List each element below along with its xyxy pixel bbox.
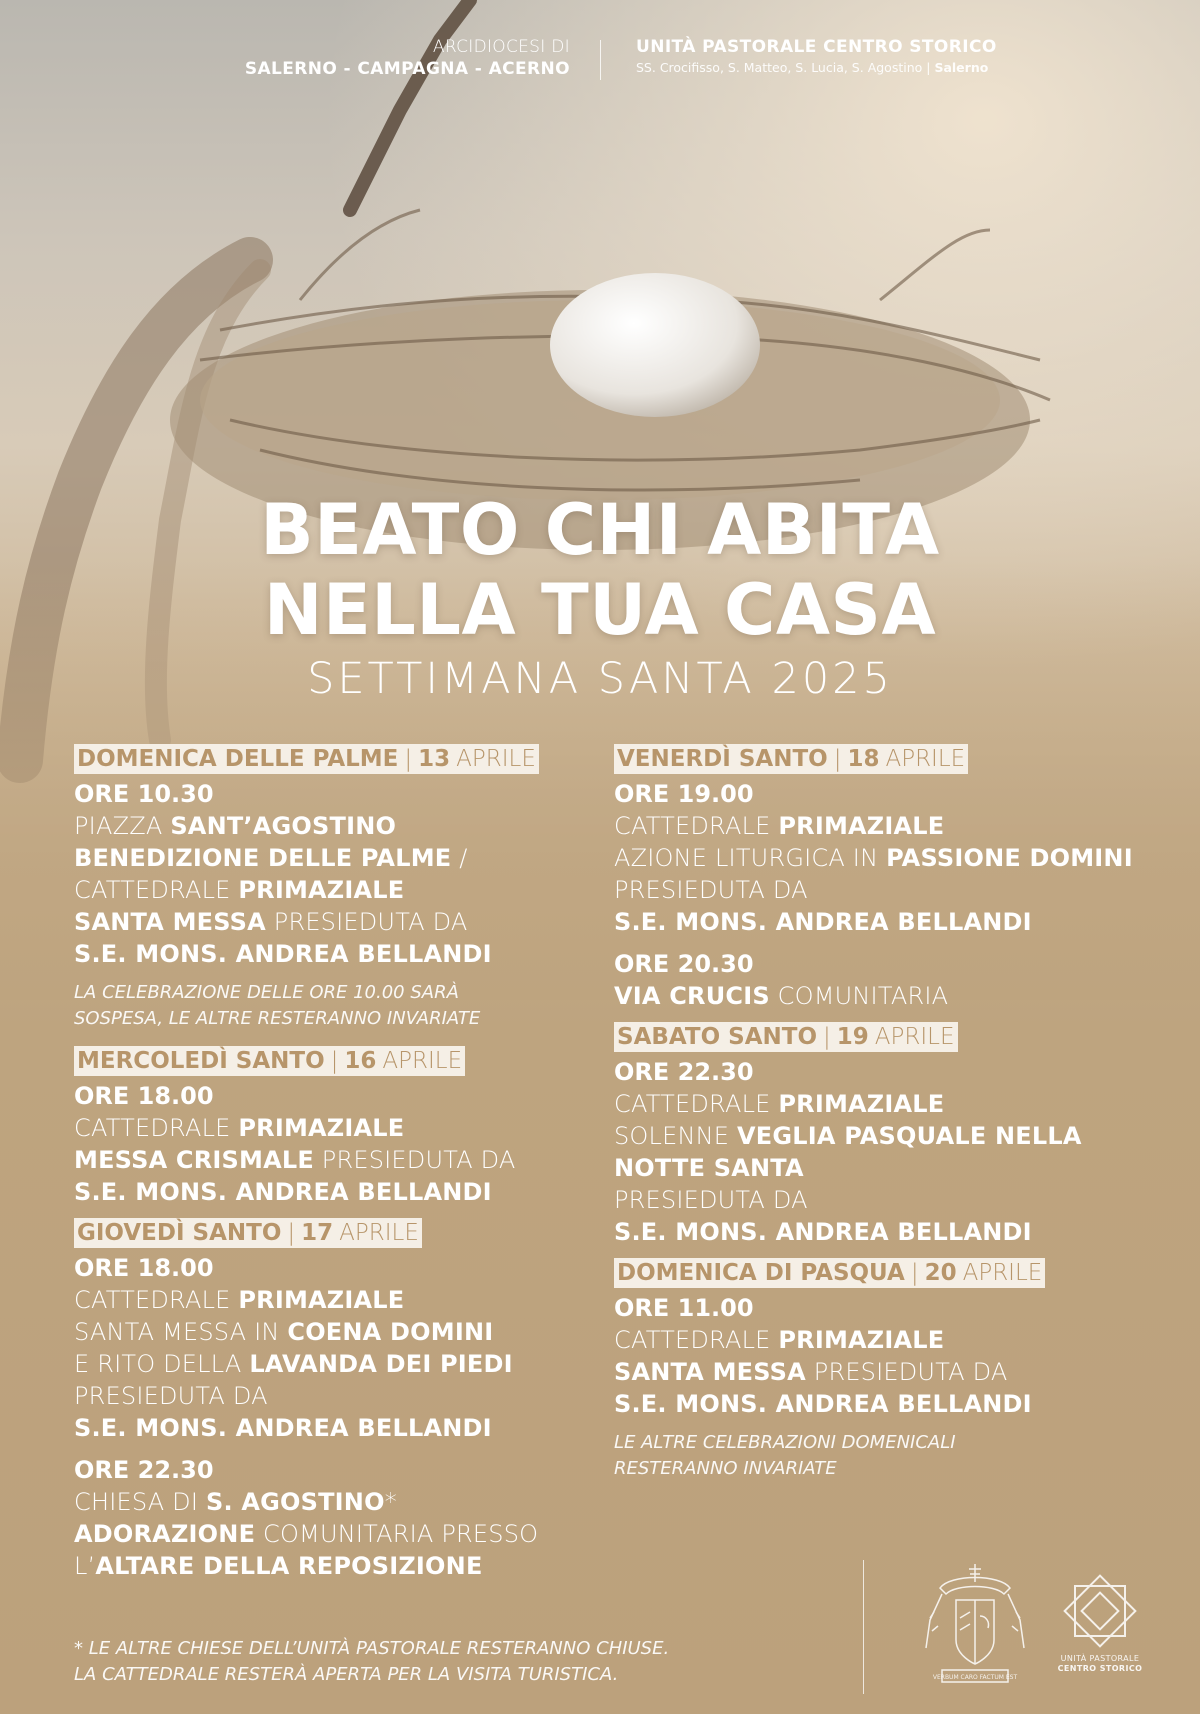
footnote: [74, 1636, 774, 1688]
event-text-bold: VIA CRUCIS: [614, 982, 770, 1010]
event-line: [74, 842, 594, 874]
note-line: SOSPESA, LE ALTRE RESTERANNO INVARIATE: [74, 1008, 481, 1029]
day-palm-sunday: [74, 744, 594, 1032]
event-presider: S.E. MONS. ANDREA BELLANDI: [614, 908, 1032, 936]
event-text-bold: COENA DOMINI: [287, 1318, 494, 1346]
event-line: [614, 1356, 1174, 1388]
event-text: PRESIEDUTA DA: [805, 1358, 1008, 1386]
event-time: ORE 19.00: [614, 780, 754, 808]
event-text-bold: ALTARE DELLA REPOSIZIONE: [95, 1552, 483, 1580]
day-name: DOMENICA DI PASQUA: [617, 1260, 905, 1286]
logo-text-line-bold: [1050, 1664, 1150, 1674]
event-presider: S.E. MONS. ANDREA BELLANDI: [74, 1178, 492, 1206]
event-line: [74, 1518, 594, 1550]
event-text-bold: MESSA CRISMALE: [74, 1146, 314, 1174]
event: [614, 1056, 1174, 1248]
day-number: 16: [344, 1048, 377, 1074]
logo-text-bold: CENTRO STORICO: [1057, 1664, 1143, 1673]
event-text: SOLENNE: [614, 1122, 737, 1150]
schedule-left-column: [74, 744, 594, 1592]
event-line: [614, 1088, 1174, 1120]
event-line: [74, 906, 594, 938]
event-text: AZIONE LITURGICA IN: [614, 844, 887, 872]
event-text: CHIESA DI: [74, 1488, 206, 1516]
crest-motto: VERBUM CARO FACTUM EST: [932, 1674, 1018, 1681]
day-number: 20: [924, 1260, 957, 1286]
event-text: PRESIEDUTA DA: [313, 1146, 516, 1174]
event-text-bold: SANTA MESSA: [74, 908, 266, 936]
event-time: ORE 22.30: [74, 1456, 214, 1484]
day-name: GIOVEDÌ SANTO: [77, 1220, 282, 1246]
event-text: COMUNITARIA PRESSO: [255, 1520, 539, 1548]
archdiocese-label: ARCIDIOCESI DI: [432, 37, 570, 57]
note-line: LA CELEBRAZIONE DELLE ORE 10.00 SARÀ: [74, 982, 459, 1003]
event-line: [614, 980, 1174, 1012]
event-text: CATTEDRALE: [74, 1286, 239, 1314]
event-text: CATTEDRALE: [614, 1326, 779, 1354]
city-name: Salerno: [934, 60, 989, 75]
event-text: CATTEDRALE: [614, 812, 779, 840]
event-text-bold: PASSIONE DOMINI: [886, 844, 1133, 872]
event-presider: S.E. MONS. ANDREA BELLANDI: [614, 1390, 1032, 1418]
star-emblem-icon: [1057, 1568, 1143, 1654]
event-time: ORE 18.00: [74, 1254, 214, 1282]
event-line: [74, 1176, 594, 1208]
event-time: ORE 20.30: [614, 950, 754, 978]
day-month: APRILE: [885, 746, 966, 772]
footnote-line: * LE ALTRE CHIESE DELL’UNITÀ PASTORALE RESTERANNO CHIUSE.: [74, 1638, 670, 1659]
event-text-bold: VEGLIA PASQUALE NELLA: [736, 1122, 1082, 1150]
header-divider: [600, 40, 601, 80]
event-line: [614, 842, 1174, 874]
event-text-bold: NOTTE SANTA: [614, 1154, 804, 1182]
day-holy-wednesday: [74, 1046, 594, 1208]
day-month: APRILE: [962, 1260, 1043, 1286]
day-holy-thursday: [74, 1218, 594, 1582]
event-text: E RITO DELLA: [74, 1350, 250, 1378]
header: [0, 36, 1200, 86]
event: [614, 948, 1174, 1012]
event: [74, 1252, 594, 1444]
event-line: [614, 1216, 1174, 1248]
day-label: GIOVEDÌ SANTO | 17 APRILE: [74, 1218, 422, 1248]
day-number: 19: [836, 1024, 869, 1050]
day-month: APRILE: [456, 746, 536, 772]
event-text-bold: PRIMAZIALE: [778, 1326, 945, 1354]
footer-divider: [863, 1560, 864, 1694]
event-time: ORE 10.30: [74, 780, 214, 808]
archdiocese-block: [245, 36, 570, 80]
event-text: PIAZZA: [74, 812, 171, 840]
logo-text-line: UNITÀ PASTORALE: [1060, 1654, 1140, 1663]
event-line: [74, 938, 594, 970]
day-name: SABATO SANTO: [617, 1024, 818, 1050]
event-text-bold: SANT’AGOSTINO: [170, 812, 397, 840]
day-label: DOMENICA DELLE PALME | 13 APRILE: [74, 744, 539, 774]
event-line: [74, 1486, 594, 1518]
event: [614, 1292, 1174, 1420]
event-text-bold: LAVANDA DEI PIEDI: [249, 1350, 513, 1378]
event-line: PRESIEDUTA DA: [614, 1186, 808, 1214]
footnote-line: LA CATTEDRALE RESTERÀ APERTA PER LA VISITA TURISTICA.: [74, 1664, 619, 1685]
day-label: VENERDÌ SANTO | 18 APRILE: [614, 744, 968, 774]
event-line: [74, 1144, 594, 1176]
event-text-bold: PRIMAZIALE: [238, 1286, 405, 1314]
coat-of-arms-logo: [920, 1560, 1030, 1690]
event-text-bold: PRIMAZIALE: [778, 1090, 945, 1118]
day-good-friday: [614, 744, 1174, 1012]
day-label: MERCOLEDÌ SANTO | 16 APRILE: [74, 1046, 465, 1076]
subtitle: SETTIMANA SANTA 2025: [307, 654, 893, 704]
day-label: DOMENICA DI PASQUA | 20 APRILE: [614, 1258, 1045, 1288]
day-month: APRILE: [382, 1048, 463, 1074]
event-time: ORE 22.30: [614, 1058, 754, 1086]
event-time: ORE 18.00: [74, 1082, 214, 1110]
event-text: PRESIEDUTA DA: [265, 908, 468, 936]
note-line: RESTERANNO INVARIATE: [614, 1458, 837, 1479]
event-text: SANTA MESSA IN: [74, 1318, 288, 1346]
title-line-2: NELLA TUA CASA: [263, 569, 937, 651]
event: [74, 1080, 594, 1208]
event-line: [74, 1412, 594, 1444]
pastoral-unit-name: UNITÀ PASTORALE CENTRO STORICO: [636, 37, 997, 57]
event-line: PRESIEDUTA DA: [614, 876, 808, 904]
event-presider: S.E. MONS. ANDREA BELLANDI: [74, 940, 492, 968]
event-line: [614, 906, 1174, 938]
event-line: [74, 874, 594, 906]
day-name: VENERDÌ SANTO: [617, 746, 828, 772]
event-line: [614, 810, 1174, 842]
event-line: [614, 1388, 1174, 1420]
day-number: 17: [301, 1220, 334, 1246]
day-label: SABATO SANTO | 19 APRILE: [614, 1022, 958, 1052]
event-line: [614, 1120, 1174, 1152]
event-text-bold: PRIMAZIALE: [778, 812, 945, 840]
asterisk: *: [384, 1488, 397, 1516]
event-presider: S.E. MONS. ANDREA BELLANDI: [614, 1218, 1032, 1246]
day-name: MERCOLEDÌ SANTO: [77, 1048, 325, 1074]
event: [614, 778, 1174, 938]
event-line: PRESIEDUTA DA: [74, 1382, 268, 1410]
event-text-bold: SANTA MESSA: [614, 1358, 806, 1386]
title-block: [0, 490, 1200, 706]
event-text-bold: S. AGOSTINO: [205, 1488, 385, 1516]
pastoral-unit-block: [636, 36, 997, 78]
title-line-1: BEATO CHI ABITA: [260, 489, 940, 571]
event-text: /: [451, 844, 468, 872]
event-line: [74, 1284, 594, 1316]
note-line: LE ALTRE CELEBRAZIONI DOMENICALI: [614, 1432, 956, 1453]
churches-list: SS. Crocifisso, S. Matteo, S. Lucia, S. Agostino: [636, 60, 923, 75]
event-line: [74, 1112, 594, 1144]
event-presider: S.E. MONS. ANDREA BELLANDI: [74, 1414, 492, 1442]
event-text: L’: [74, 1552, 96, 1580]
event-text-bold: PRIMAZIALE: [238, 1114, 405, 1142]
day-month: APRILE: [874, 1024, 955, 1050]
event-time: ORE 11.00: [614, 1294, 754, 1322]
day-name: DOMENICA DELLE PALME: [77, 746, 399, 772]
day-number: 18: [847, 746, 880, 772]
event-line: [74, 1348, 594, 1380]
event-line: [74, 810, 594, 842]
event-text-bold: BENEDIZIONE DELLE PALME: [74, 844, 452, 872]
event-note: [614, 1430, 1174, 1482]
pastoral-unit-churches: SS. Crocifisso, S. Matteo, S. Lucia, S. Agostino | Salerno: [636, 60, 989, 75]
event-line: [74, 1550, 594, 1582]
event-text: CATTEDRALE: [614, 1090, 779, 1118]
day-holy-saturday: [614, 1022, 1174, 1248]
day-month: APRILE: [339, 1220, 419, 1246]
event-line: [614, 1324, 1174, 1356]
day-number: 13: [418, 746, 451, 772]
event-note: [74, 980, 594, 1032]
event-text-bold: ADORAZIONE: [74, 1520, 256, 1548]
event: [74, 1454, 594, 1582]
pastoral-unit-logo: [1050, 1568, 1150, 1694]
pastoral-unit-logo-text: [1050, 1654, 1150, 1674]
schedule-right-column: [614, 744, 1174, 1496]
archdiocese-name: SALERNO - CAMPAGNA - ACERNO: [244, 59, 570, 79]
event-line: [74, 1316, 594, 1348]
event: [74, 778, 594, 970]
event-text-bold: PRIMAZIALE: [238, 876, 405, 904]
day-easter-sunday: [614, 1258, 1174, 1482]
event-text: CATTEDRALE: [74, 876, 239, 904]
event-text: CATTEDRALE: [74, 1114, 239, 1142]
event-line: [614, 1152, 1174, 1184]
event-text: COMUNITARIA: [769, 982, 949, 1010]
